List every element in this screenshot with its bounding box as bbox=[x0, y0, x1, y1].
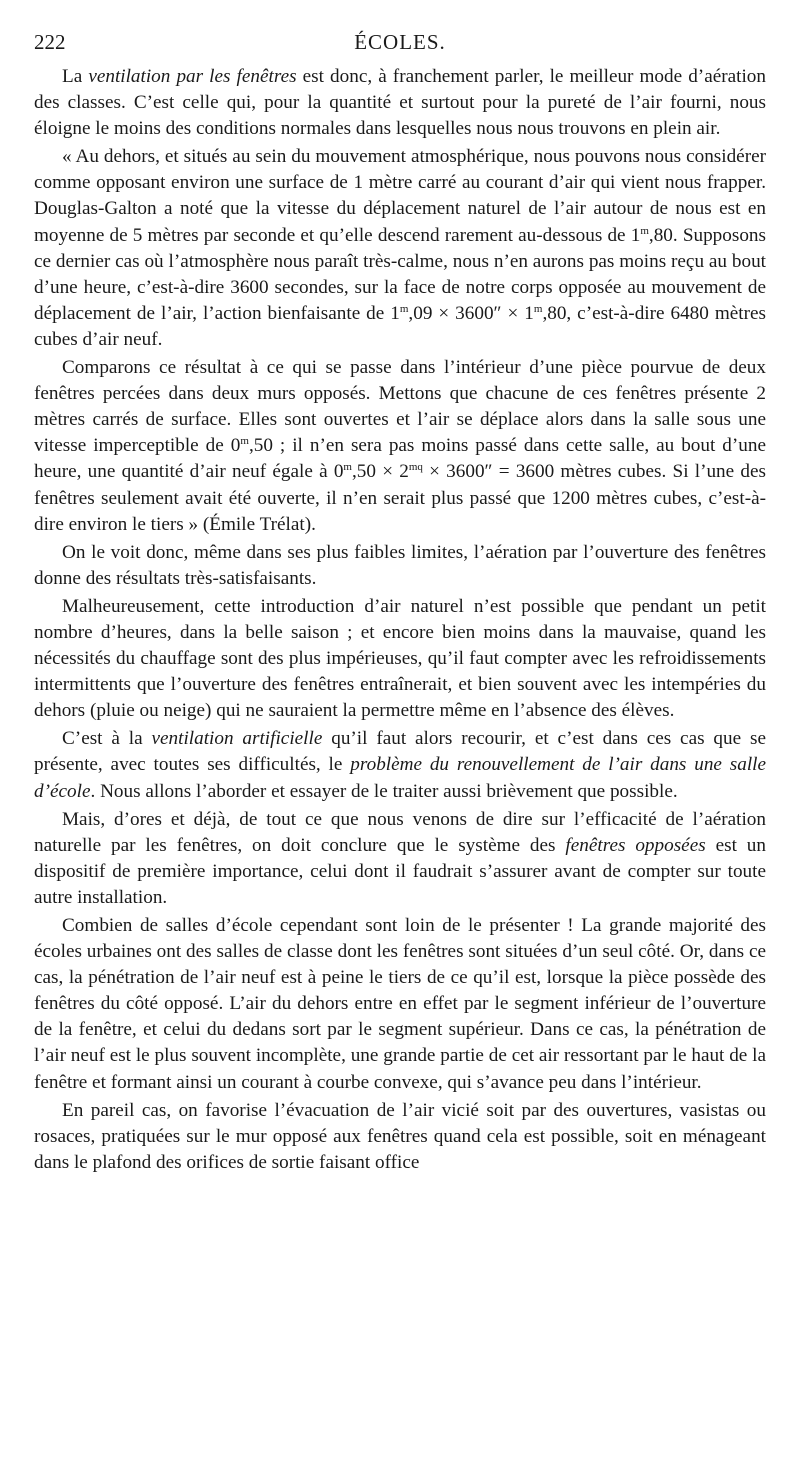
text-run: Malheureusement, cette introduction d’air naturel n’est possible que pendant un petit nombre d’heures, dans la belle saison ; et encore bien moins dans la mauvaise, quand les nécessités du chauffage sont des plus impérieuses, qu’il faut compter avec les refroidissements intermittents que l’ouverture des fenêtres entraînerait, et bien souvent avec les intempéries du dehors (pluie ou neige) qui ne sauraient la permettre même en l’absence des élèves. bbox=[34, 595, 766, 722]
paragraph-p9 bbox=[34, 1098, 766, 1176]
text-run: ,09 × 3600″ × 1 bbox=[408, 302, 534, 324]
text-run: « Au dehors, et situés au sein du mouvement atmosphérique, nous pouvons nous considérer comme opposant environ une surface de 1 mètre carré au courant d’air qui vient nous frapper. Douglas-Galton a noté que la vitesse du déplacement naturel de l’air autour de nous est en moyenne de 5 mètres par seconde et qu’elle descend rarement au-dessous de 1 bbox=[34, 146, 766, 246]
superscript: m bbox=[240, 435, 249, 448]
superscript: m bbox=[399, 302, 409, 315]
text-run: Mais, d’ores et déjà, de tout ce que nous venons de dire sur l’efficacité de l’aération naturelle par les fenêtres, on doit conclure que le système des bbox=[34, 808, 766, 856]
paragraph-p5 bbox=[34, 594, 766, 724]
text-run: est un dispositif de première importance, celui dont il faudrait s’assurer avant de compter sur toute autre installation. bbox=[34, 834, 766, 908]
paragraph-p2 bbox=[34, 144, 766, 353]
text-run: ,80. Supposons ce dernier cas où l’atmosphère nous paraît très-calme, nous n’en aurons pas moins reçu au bout d’une heure, c’est-à-dire 3600 secondes, sur la face de notre corps opposée au mouvement de déplacement de l’air, l’action bienfaisante de 1 bbox=[34, 224, 766, 324]
running-head: ÉCOLES. bbox=[354, 30, 446, 54]
text-run: qu’il faut alors recourir, et c’est dans ces cas que se présente, avec toutes ses difficultés, le bbox=[34, 728, 766, 776]
italic-text: problème du renouvellement de l’air dans une salle d’école bbox=[34, 754, 767, 802]
text-run: est donc, à franchement parler, le meilleur mode d’aération des classes. C’est celle qui, pour la quantité et surtout pour la pureté de l’air fourni, nous éloigne le moins des conditions normales dans lesquelles nous nous trouvons en plein air. bbox=[34, 66, 766, 140]
page-number: 222 bbox=[34, 30, 66, 54]
page-header bbox=[34, 30, 766, 56]
text-run: ,50 × 2 bbox=[351, 461, 409, 483]
text-run: En pareil cas, on favorise l’évacuation de l’air vicié soit par des ouvertures, vasistas ou rosaces, pratiquées sur le mur opposé aux fenêtres quand cela est possible, soit en ménageant dans le plafond des orifices de sortie faisant office bbox=[34, 1099, 766, 1173]
italic-text: ventilation par les fenêtres bbox=[88, 66, 297, 87]
text-run: On le voit donc, même dans ses plus faibles limites, l’aération par l’ouverture des fenêtres donne des résultats très-satisfaisants. bbox=[34, 541, 766, 589]
superscript: m bbox=[343, 461, 352, 474]
text-run: ,80, c’est-à-dire 6480 mètres cubes d’air neuf. bbox=[34, 302, 766, 350]
text-run: ,50 ; il n’en sera pas moins passé dans cette salle, au bout d’une heure, une quantité d’air neuf égale à 0 bbox=[34, 435, 766, 483]
italic-text: ventilation artificielle bbox=[151, 728, 323, 750]
superscript: m bbox=[533, 302, 543, 315]
superscript: m bbox=[640, 224, 649, 237]
paragraph-p6 bbox=[34, 726, 766, 804]
text-run: Combien de salles d’école cependant sont loin de le présenter ! La grande majorité des écoles urbaines ont des salles de classe dont les fenêtres sont situées d’un seul côté. Or, dans ce cas, la pénétration de l’air neuf est à peine le tiers de ce qu’il est, lorsque la pièce possède des fenêtres du côté opposé. L’air du dehors entre en effet par le segment inférieur de l’ouverture de la fenêtre, et celui du dedans sort par le segment supérieur. Dans ce cas, la pénétration de l’air neuf est le plus souvent incomplète, une grande partie de cet air ressortant par le haut de la fenêtre et formant ainsi un courant à courbe convexe, qui s’avance peu dans l’intérieur. bbox=[34, 915, 766, 1093]
paragraph-p8 bbox=[34, 913, 766, 1096]
paragraph-p7 bbox=[34, 807, 766, 911]
paragraph-p4 bbox=[34, 540, 766, 592]
superscript: mq bbox=[408, 461, 423, 474]
text-run: Comparons ce résultat à ce qui se passe dans l’intérieur d’une pièce pourvue de deux fenêtres percées dans deux murs opposés. Mettons que chacune de ces fenêtres présente 2 mètres carrés de surface. Elles sont ouvertes et l’air se déplace alors dans la salle sous une vitesse imperceptible de 0 bbox=[34, 357, 766, 457]
text-run: × 3600″ = 3600 mètres cubes. Si l’une des fenêtres seulement avait été ouverte, il n’en serait plus passé que 1200 mètres cubes, c’est-à-dire environ le tiers » (Émile Trélat). bbox=[34, 461, 766, 535]
paragraph-p3 bbox=[34, 355, 766, 538]
text-run: C’est à la bbox=[62, 728, 152, 750]
text-run: La bbox=[62, 66, 89, 87]
italic-text: fenêtres opposées bbox=[565, 834, 706, 856]
text-run: . Nous allons l’aborder et essayer de le traiter aussi brièvement que possible. bbox=[90, 780, 678, 802]
paragraph-p1 bbox=[34, 64, 766, 142]
body-text bbox=[34, 64, 766, 1178]
